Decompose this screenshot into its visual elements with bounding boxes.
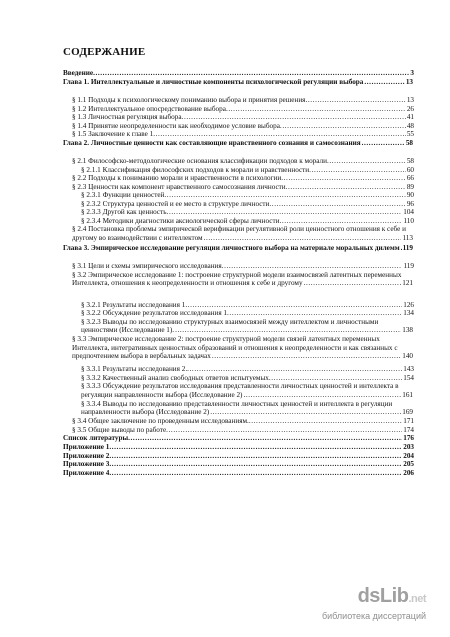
- toc-entry: [63, 426, 414, 435]
- toc-entry-page: 154: [403, 373, 414, 382]
- toc-leader-dots: [280, 122, 406, 131]
- dslib-logo: dsLib.net: [357, 585, 426, 607]
- toc-entry-title: § 2.4 Постановка проблемы эмпирической верификации регулятивной роли ценностного отношения к себе и другому во взаимодействии с интеллектом: [72, 225, 406, 242]
- toc-leader-dots: [210, 408, 401, 417]
- toc-entry-title: Приложение 2: [63, 451, 110, 460]
- toc-entry-title: § 2.3.4 Методики диагностики аксиологической сферы личности: [81, 216, 280, 225]
- toc-entry-page: 13: [405, 77, 413, 86]
- toc-entry-page: 140: [402, 352, 413, 361]
- toc-leader-dots: [166, 426, 402, 435]
- page-title: СОДЕРЖАНИЕ: [63, 46, 146, 58]
- toc-entry-page: 203: [403, 443, 414, 451]
- toc-entry-title: § 1.5 Заключение к главе 1: [72, 130, 154, 138]
- toc-entry: [63, 434, 414, 443]
- toc-entry-page: 90: [406, 191, 414, 199]
- toc-leader-dots: [128, 434, 402, 443]
- toc-entry-title: § 1.3 Личностная регуляция выбора: [72, 113, 182, 121]
- toc-entry-page: 204: [403, 451, 414, 460]
- toc-leader-dots: [279, 217, 402, 226]
- toc-entry: [63, 157, 414, 166]
- toc-leader-dots: [309, 166, 406, 175]
- toc-leader-dots: [227, 309, 402, 318]
- toc-entry: [63, 244, 414, 253]
- toc-entry-title: § 1.1 Подходы к психологическому пониманию выбора и принятия решения: [72, 96, 306, 104]
- toc-entry-page: 134: [403, 309, 414, 317]
- toc-entry: [63, 200, 414, 209]
- toc-entry-page: 55: [406, 130, 414, 138]
- toc-entry-title: § 3.1 Цели и схемы эмпирического исследования: [72, 262, 222, 270]
- toc-entry-title: § 3.3.4 Выводы по исследованию представленности личностных ценностей и интеллекта в регуляции направленности выбора (Исследование 2): [81, 399, 393, 417]
- toc-leader-dots: [243, 391, 401, 400]
- toc-entry-title: Глава 1. Интеллектуальные и личностные компоненты психологической регуляции выбора: [63, 77, 364, 86]
- toc-entry: [63, 174, 414, 183]
- toc-leader-dots: [187, 365, 402, 374]
- toc-leader-dots: [327, 157, 406, 166]
- toc-leader-dots: [226, 105, 406, 114]
- toc-entry-title: § 3.2.1 Результаты исследования 1: [81, 300, 186, 309]
- toc-entry: [63, 318, 414, 335]
- toc-entry-title: Список литературы: [63, 434, 129, 442]
- toc-entry-title: § 3.4 Общее заключение по проведенным исследованиям.: [72, 417, 249, 425]
- toc-entry-title: Приложение 1: [63, 443, 110, 451]
- toc-leader-dots: [109, 460, 402, 469]
- toc-entry: [63, 105, 414, 114]
- toc-entry: [63, 365, 414, 374]
- toc-leader-dots: [364, 78, 404, 87]
- toc-entry-page: 143: [403, 365, 414, 373]
- toc-leader-dots: [167, 208, 403, 217]
- toc-entry: [63, 335, 414, 361]
- toc-leader-dots: [269, 374, 402, 383]
- toc-leader-dots: [249, 417, 402, 426]
- toc-entry-page: 89: [406, 182, 414, 191]
- toc-entry-page: 119: [403, 262, 414, 270]
- toc-leader-dots: [164, 191, 405, 200]
- toc-entry-page: 58: [406, 157, 414, 165]
- toc-entry-title: § 3.2.3 Выводы по исследованию структурных взаимосвязей между интеллектом и личностными ценностями (Исследование 1).: [81, 317, 379, 335]
- toc-entry-page: 48: [406, 121, 414, 130]
- toc-entry: [63, 78, 414, 87]
- toc-entry-page: 205: [403, 460, 414, 468]
- toc-entry: [63, 225, 414, 242]
- toc-entry-page: 174: [403, 425, 414, 434]
- toc-entry: [63, 130, 414, 139]
- toc-entry-title: Приложение 4: [63, 468, 110, 477]
- toc-entry-title: § 3.3.2 Качественный анализ свободных ответов испытуемых: [81, 373, 269, 382]
- toc-entry-title: § 3.2.2 Обсуждение результатов исследования 1: [81, 309, 228, 317]
- toc-leader-dots: [185, 301, 402, 310]
- toc-entry-page: 176: [403, 434, 414, 442]
- toc-entry-title: § 2.1.1 Классификация философских подходов к морали и нравственности: [81, 165, 310, 174]
- toc-entry-page: 110: [403, 216, 414, 225]
- toc-entry-page: 60: [406, 165, 414, 174]
- toc-entry-page: 113: [402, 233, 413, 242]
- toc-entry-page: 58: [405, 138, 413, 147]
- toc-entry-page: 41: [406, 113, 414, 121]
- toc-entry: [63, 382, 414, 399]
- toc-entry: [63, 417, 414, 426]
- toc-leader-dots: [175, 326, 401, 335]
- toc-entry-page: 96: [406, 199, 414, 208]
- toc-leader-dots: [153, 130, 406, 139]
- toc-leader-dots: [212, 352, 401, 361]
- toc-entry: [63, 469, 414, 478]
- toc-entry: [63, 191, 414, 200]
- toc-entry-page: 13: [406, 96, 414, 104]
- toc-entry: [63, 301, 414, 310]
- toc-entry-page: 171: [403, 417, 414, 425]
- toc-entry-title: § 3.3.1 Результаты исследования 2.: [81, 365, 188, 373]
- toc-leader-dots: [304, 279, 402, 288]
- toc-leader-dots: [281, 174, 406, 183]
- toc-entry-title: Приложение 3: [63, 460, 110, 468]
- toc-leader-dots: [286, 183, 406, 192]
- toc-leader-dots: [109, 452, 402, 461]
- toc-entry: [63, 271, 414, 288]
- toc-leader-dots: [204, 234, 402, 243]
- toc-entry-title: Глава 3. Эмпирическое исследование регуляции личностного выбора на материале моральных дилемм: [63, 243, 400, 252]
- toc-entry-page: 104: [403, 208, 414, 216]
- toc-leader-dots: [269, 200, 405, 209]
- toc-entry-title: § 2.3.1 Функции ценностей: [81, 191, 165, 199]
- toc-entry-page: 66: [406, 174, 414, 182]
- toc-entry-title: § 3.2 Эмпирическое исследование 1: построение структурной модели взаимосвязей латентных переменных Интеллекта, отношения к неопределенности и отношения к себе и другому: [72, 270, 402, 288]
- toc-entry: [63, 183, 414, 192]
- toc-entry-title: § 2.3.3 Другой как ценность: [81, 208, 167, 216]
- toc-entry-title: § 2.2 Подходы к пониманию морали и нравственности в психологии: [72, 174, 282, 182]
- toc-entry: [63, 122, 414, 131]
- toc-entry-page: 119: [402, 243, 413, 252]
- toc-leader-dots: [305, 96, 405, 105]
- toc-leader-dots: [182, 113, 406, 122]
- toc-entry-title: § 1.4 Принятие неопределенности как необходимое условие выбора: [72, 121, 280, 130]
- toc-entry: [63, 460, 414, 469]
- toc-entry-page: 26: [406, 104, 414, 113]
- toc-entry-page: 169: [402, 408, 413, 417]
- toc-entry: [63, 262, 414, 271]
- toc-entry-title: § 2.1 Философско-методологические основания классификации подходов к морали: [72, 157, 327, 165]
- toc-entry-page: 121: [402, 279, 413, 288]
- toc-entry: [63, 208, 414, 217]
- toc-leader-dots: [109, 469, 402, 478]
- watermark: [322, 586, 426, 621]
- toc-entry-page: 206: [403, 468, 414, 477]
- toc-entry-title: Введение: [63, 69, 94, 77]
- toc-entry: [63, 452, 414, 461]
- watermark-subtitle: библиотека диссертаций: [321, 611, 426, 621]
- toc-entry-page: 3: [410, 69, 414, 77]
- toc-entry-title: § 3.3 Эмпирическое исследование 2: построение структурной модели связей латентных переменных Интеллекта, интегративных ценностных образований и отношения к неопределенности и как связанных с предпочтением выбора в вербальных задачах: [72, 335, 398, 361]
- toc-entry: [63, 69, 414, 78]
- toc-entry: [63, 400, 414, 417]
- toc-entry-title: § 3.3.3 Обсуждение результатов исследования представленности личностных ценностей и интеллекта в регуляции направленности выбора (Исследование 2): [81, 382, 399, 399]
- toc-entry: [63, 96, 414, 105]
- toc-leader-dots: [109, 443, 402, 452]
- toc-entry: [63, 443, 414, 452]
- toc-entry-page: 126: [403, 300, 414, 309]
- toc-entry-page: 138: [402, 326, 413, 335]
- toc-entry-title: Глава 2. Личностные ценности как составляющие нравственного сознания и самосознания: [63, 138, 361, 147]
- toc-leader-dots: [222, 262, 403, 271]
- toc-entry-title: § 2.3.2 Структура ценностей и ее место в структуре личности: [81, 199, 270, 208]
- toc-leader-dots: [362, 139, 405, 148]
- toc-entry: [63, 217, 414, 226]
- toc-entry-title: § 2.3 Ценности как компонент нравственного самосознания личности: [72, 182, 286, 191]
- toc-leader-dots: [93, 69, 409, 78]
- toc-entry: [63, 309, 414, 318]
- toc-entry: [63, 166, 414, 175]
- toc-entry: [63, 139, 414, 148]
- toc-entry-title: § 3.5 Общие выводы по работе: [72, 425, 167, 434]
- toc-entry: [63, 374, 414, 383]
- toc-entry-title: § 1.2 Интеллектуальное опосредствование выбора: [72, 104, 226, 113]
- toc-entry: [63, 113, 414, 122]
- toc-entry-page: 161: [402, 390, 413, 399]
